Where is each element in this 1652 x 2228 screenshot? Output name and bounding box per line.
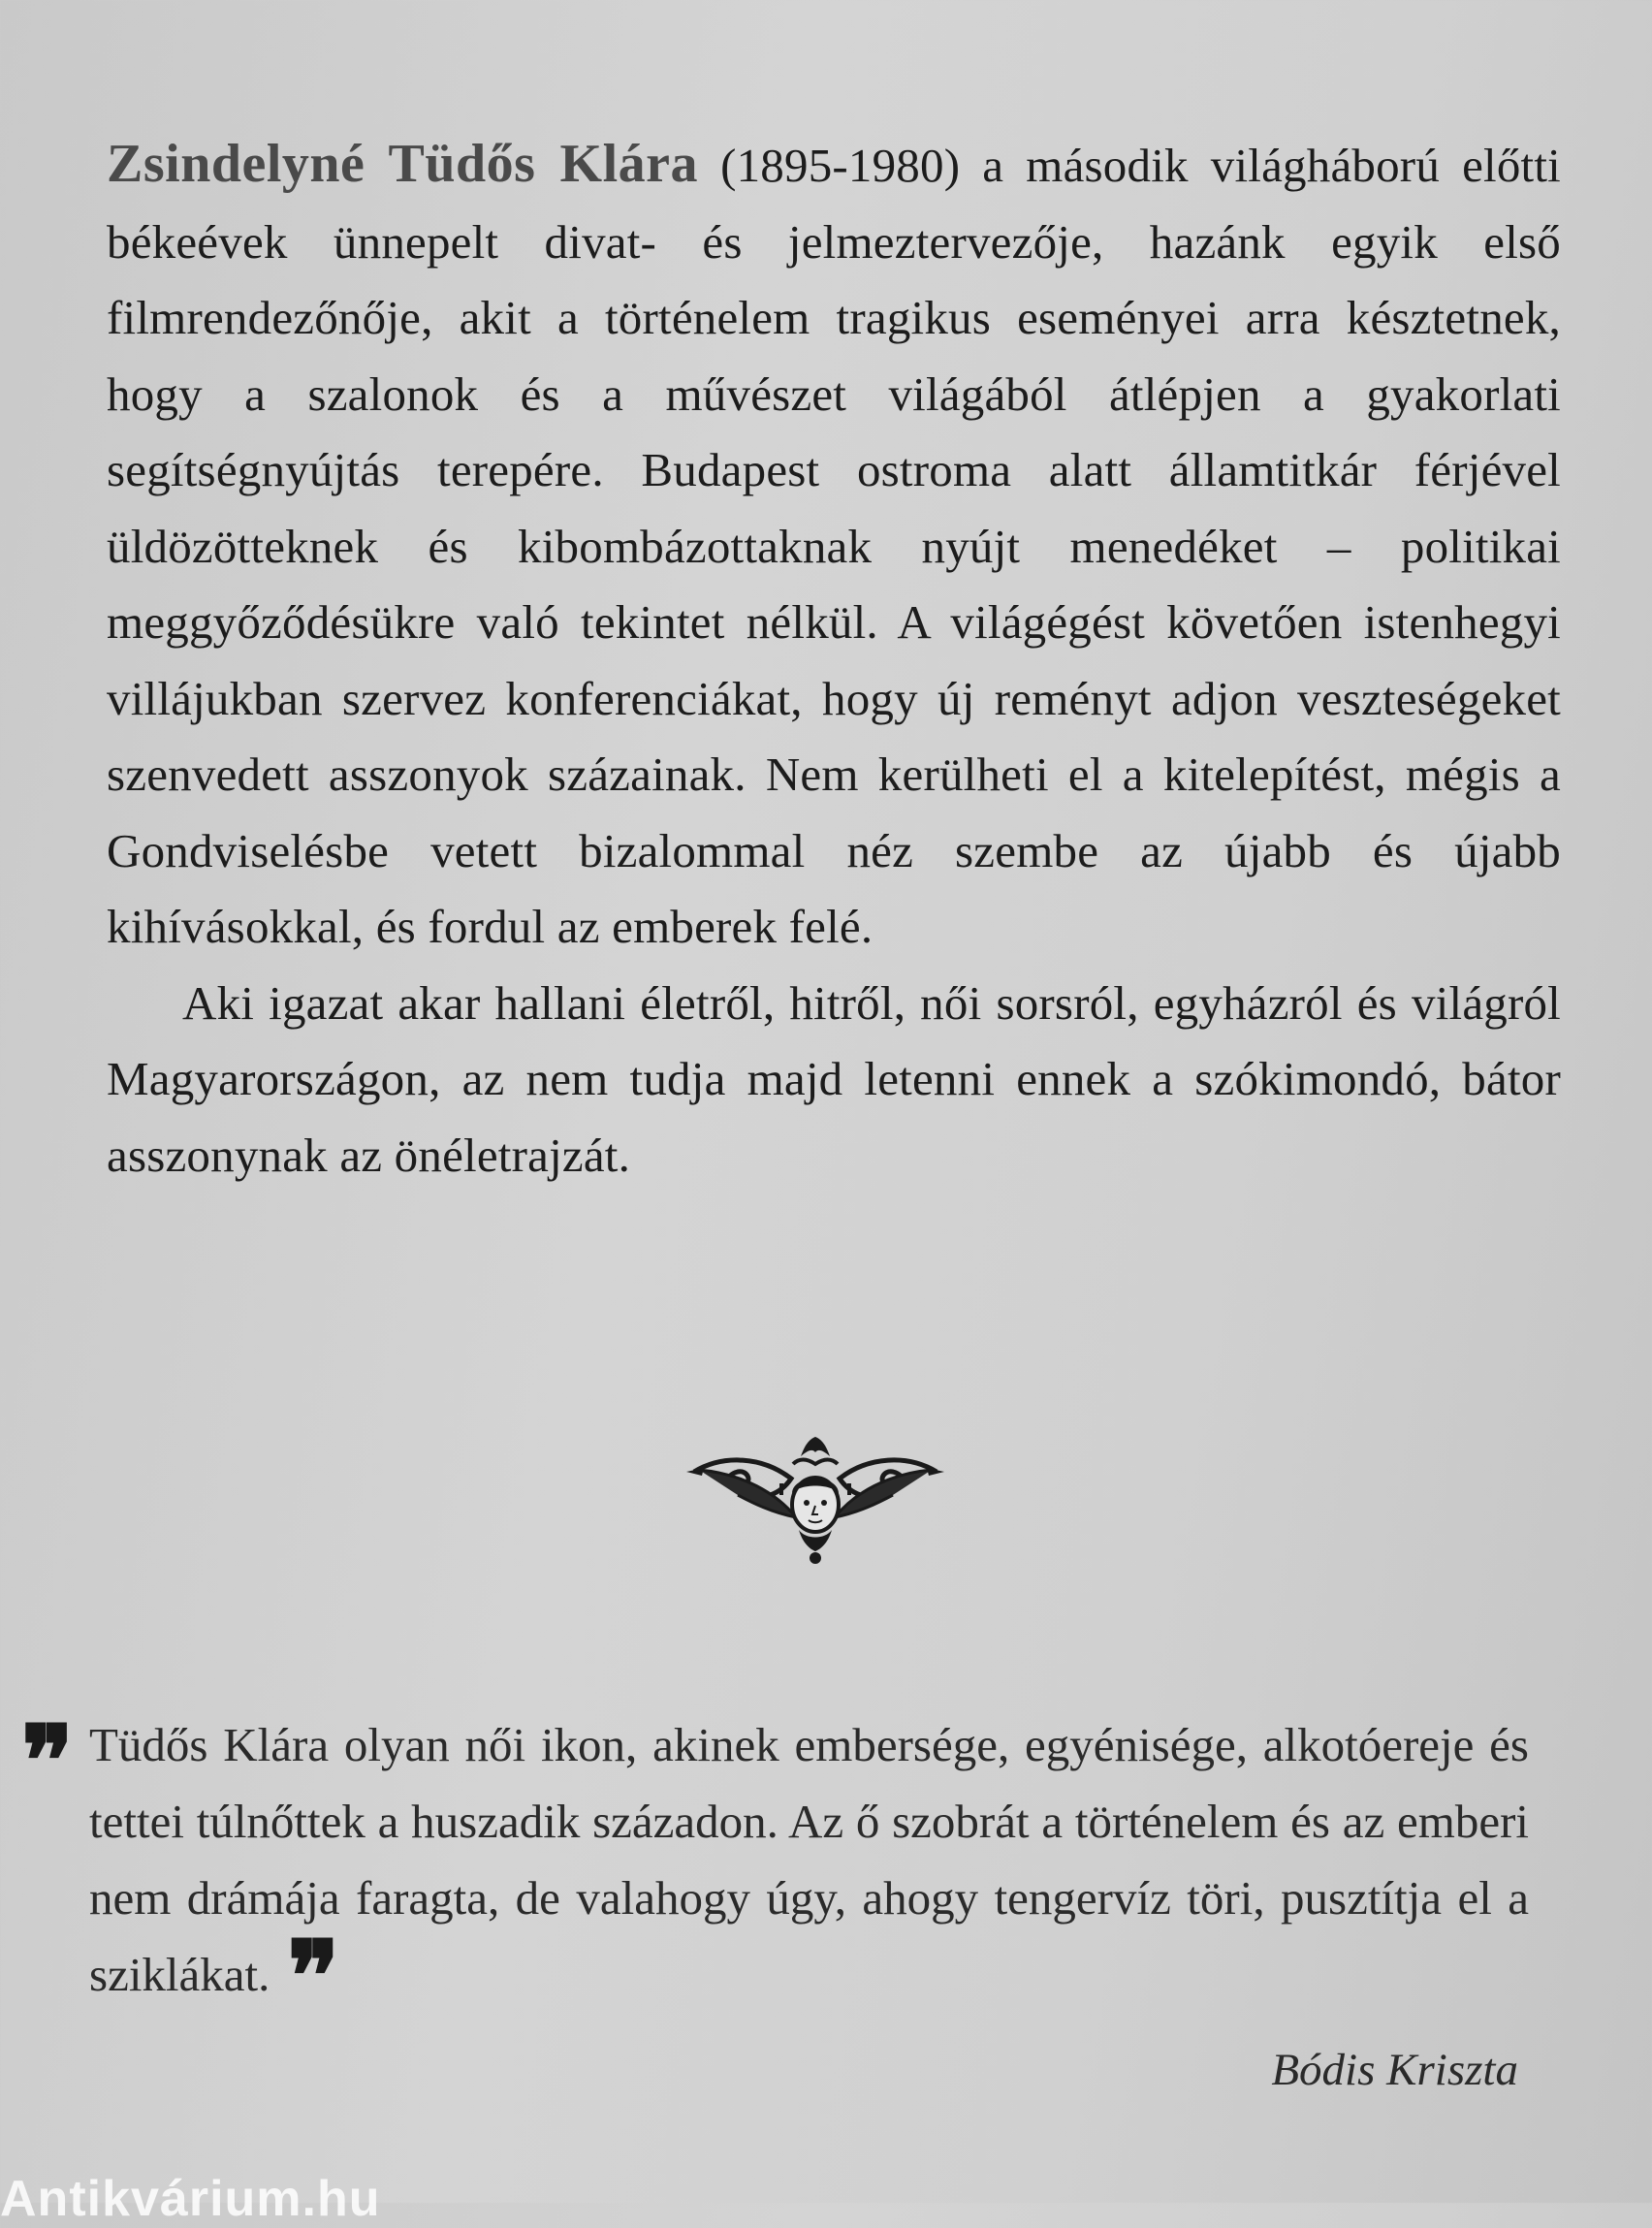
book-blurb xyxy=(107,126,1561,1194)
quote-text: Tüdős Klára olyan női ikon, akinek embersége, egyénisége, alkotóereje és tettei túlnőttek a huszadik századon. Az ő szobrát a történelem és az emberi nem drámája faragta, de valahogy úgy, ahogy tengervíz töri, pusztítja el a sziklákat. xyxy=(89,1718,1529,2001)
blurb-paragraph-1 xyxy=(107,126,1561,966)
opening-quote-mark-icon: ❞ xyxy=(21,1708,74,1816)
blurb-paragraph-2: Aki igazat akar hallani életről, hitről, női sorsról, egyházról és világról Magyarországon, az nem tudja majd letenni ennek a szókimondó, bátor asszonynak az önéletrajzát. xyxy=(107,975,1561,1182)
baroque-face-ornament-icon xyxy=(684,1435,946,1566)
quote-author: Bódis Kriszta xyxy=(1271,2045,1518,2095)
subject-name: Zsindelyné Tüdős Klára xyxy=(107,134,699,194)
blurb-quote: Tüdős Klára olyan női ikon, akinek embersége, egyénisége, alkotóereje és tettei túlnőttek a huszadik századon. Az ő szobrát a történelem és az emberi nem drámája faragta, de valahogy úgy, ahogy tengervíz töri, pusztítja el a sziklákat. ❞ xyxy=(89,1718,1529,2031)
blurb-paragraph-1-text: (1895-1980) a második világháború előtti békeévek ünnepelt divat- és jelmeztervezője, hazánk egyik első filmrendezőnője, akit a történelem tragikus eseményei arra késztetnek, hogy a szalonok és a művészet világából átlépjen a gyakorlati segítségnyújtás terepére. Budapest ostroma alatt államtitkár férjével üldözötteknek és kibombázottaknak nyújt menedéket – politikai meggyőződésükre való tekintet nélkül. A világégést követően istenhegyi villájukban szervez konferenciákat, hogy új reményt adjon veszteségeket szenvedett asszonyok százainak. Nem kerülheti el a kitelepítést, mégis a Gondviselésbe vetett bizalommal néz szembe az újabb és újabb kihívásokkal, és fordul az emberek felé. xyxy=(107,139,1561,953)
watermark: Antikvárium.hu xyxy=(0,2171,381,2227)
